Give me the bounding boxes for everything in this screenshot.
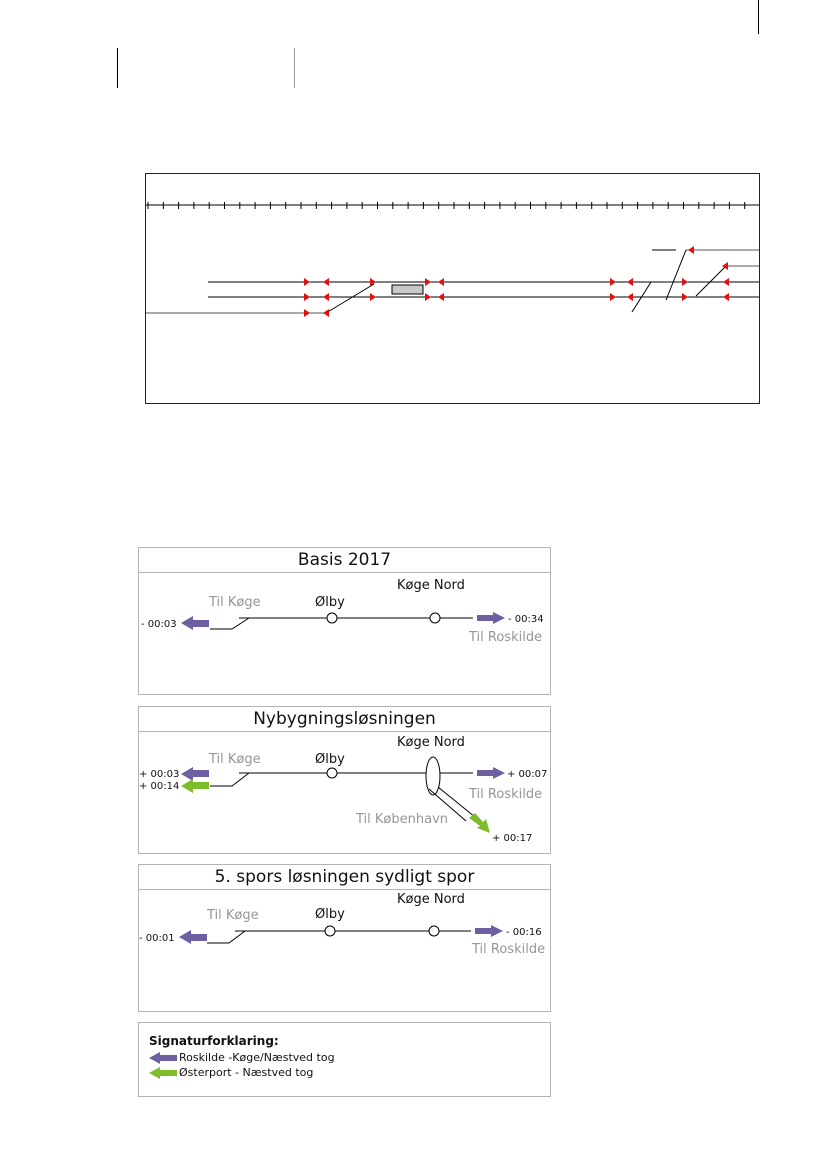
- panel-diagram: [139, 548, 550, 694]
- purple-arrow-right: [477, 767, 505, 779]
- time-right-purple: + 00:07: [507, 769, 548, 780]
- signal-marker: [304, 278, 310, 286]
- panel-diagram: [139, 707, 550, 853]
- track-lines: [146, 250, 759, 313]
- branch-track: [207, 931, 245, 943]
- station-olby: [327, 768, 337, 778]
- signal-marker: [304, 293, 310, 301]
- time-kbh-green: + 00:17: [492, 833, 533, 844]
- purple-arrow-right: [475, 925, 503, 937]
- signal-marker: [323, 293, 329, 301]
- signal-marker: [723, 293, 729, 301]
- signal-marker: [610, 293, 616, 301]
- legend-label: Roskilde -Køge/Næstved tog: [179, 1051, 335, 1064]
- panel-diagram: [139, 865, 550, 1011]
- km-ruler: [146, 202, 759, 209]
- label-olby: Ølby: [315, 752, 345, 767]
- header-rule-right: [294, 48, 295, 88]
- label-til-koge: Til Køge: [209, 595, 261, 610]
- station-olby: [327, 613, 337, 623]
- signal-marker: [627, 278, 633, 286]
- signal-marker: [370, 293, 376, 301]
- signal-marker: [723, 278, 729, 286]
- signal-marker: [627, 293, 633, 301]
- purple-arrow-icon: [149, 1052, 177, 1064]
- panel-title: Nybygningsløsningen: [139, 707, 550, 732]
- panel-title: 5. spors løsningen sydligt spor: [139, 865, 550, 890]
- purple-arrow-left: [181, 767, 209, 781]
- branch-track: [210, 618, 249, 629]
- legend-title: Signaturforklaring:: [149, 1034, 279, 1048]
- time-left: - 00:01: [139, 933, 175, 944]
- label-olby: Ølby: [315, 595, 345, 610]
- signal-marker: [688, 246, 694, 254]
- panel-title: Basis 2017: [139, 548, 550, 573]
- station-olby: [325, 926, 335, 936]
- header-rule-left: [117, 48, 118, 88]
- signal-marker: [323, 309, 329, 317]
- branch-track: [210, 773, 249, 786]
- label-til-kobenhavn: Til København: [356, 812, 449, 827]
- station-koge-nord: [430, 613, 440, 623]
- signal-marker: [304, 309, 310, 317]
- header-rule-margin: [758, 0, 759, 34]
- green-arrow-left: [181, 779, 209, 793]
- label-olby: Ølby: [315, 907, 345, 922]
- track-diag-2: [696, 266, 726, 296]
- label-til-roskilde: Til Roskilde: [469, 787, 543, 802]
- signal-marker: [438, 293, 444, 301]
- label-koge-nord: Køge Nord: [397, 892, 465, 907]
- purple-arrow-left: [181, 616, 209, 630]
- purple-arrow-right: [477, 612, 505, 624]
- platform-box: [392, 285, 423, 294]
- track-diag-1: [666, 250, 686, 300]
- green-arrow-kbh: [469, 813, 490, 833]
- label-til-koge: Til Køge: [207, 908, 259, 923]
- track-layout-schematic: [145, 173, 760, 404]
- signal-marker: [323, 278, 329, 286]
- panel-nybygningslosningen: [138, 706, 551, 854]
- purple-arrow-left: [179, 930, 207, 944]
- time-right: - 00:16: [506, 927, 542, 938]
- time-left: - 00:03: [141, 619, 177, 630]
- panel-basis-2017: [138, 547, 551, 695]
- legend-box: [138, 1022, 551, 1097]
- signal-marker: [438, 278, 444, 286]
- label-til-roskilde: Til Roskilde: [469, 630, 543, 645]
- track-crossover-left: [326, 284, 374, 313]
- legend-label: Østerport - Næstved tog: [179, 1066, 314, 1079]
- green-arrow-icon: [149, 1067, 177, 1079]
- time-right: - 00:34: [508, 614, 544, 625]
- time-left-purple: + 00:03: [139, 769, 180, 780]
- label-til-koge: Til Køge: [209, 752, 261, 767]
- station-koge-nord: [426, 757, 440, 795]
- signal-marker: [610, 278, 616, 286]
- track-layout-svg: [146, 174, 759, 403]
- signal-marker: [682, 293, 688, 301]
- signal-marker: [682, 278, 688, 286]
- panel-5-spors-losningen: [138, 864, 551, 1012]
- signal-marker: [425, 293, 431, 301]
- label-koge-nord: Køge Nord: [397, 578, 465, 593]
- station-koge-nord: [429, 926, 439, 936]
- signal-marker: [425, 278, 431, 286]
- label-koge-nord: Køge Nord: [397, 735, 465, 750]
- label-til-roskilde: Til Roskilde: [472, 942, 546, 957]
- time-left-green: + 00:14: [139, 781, 180, 792]
